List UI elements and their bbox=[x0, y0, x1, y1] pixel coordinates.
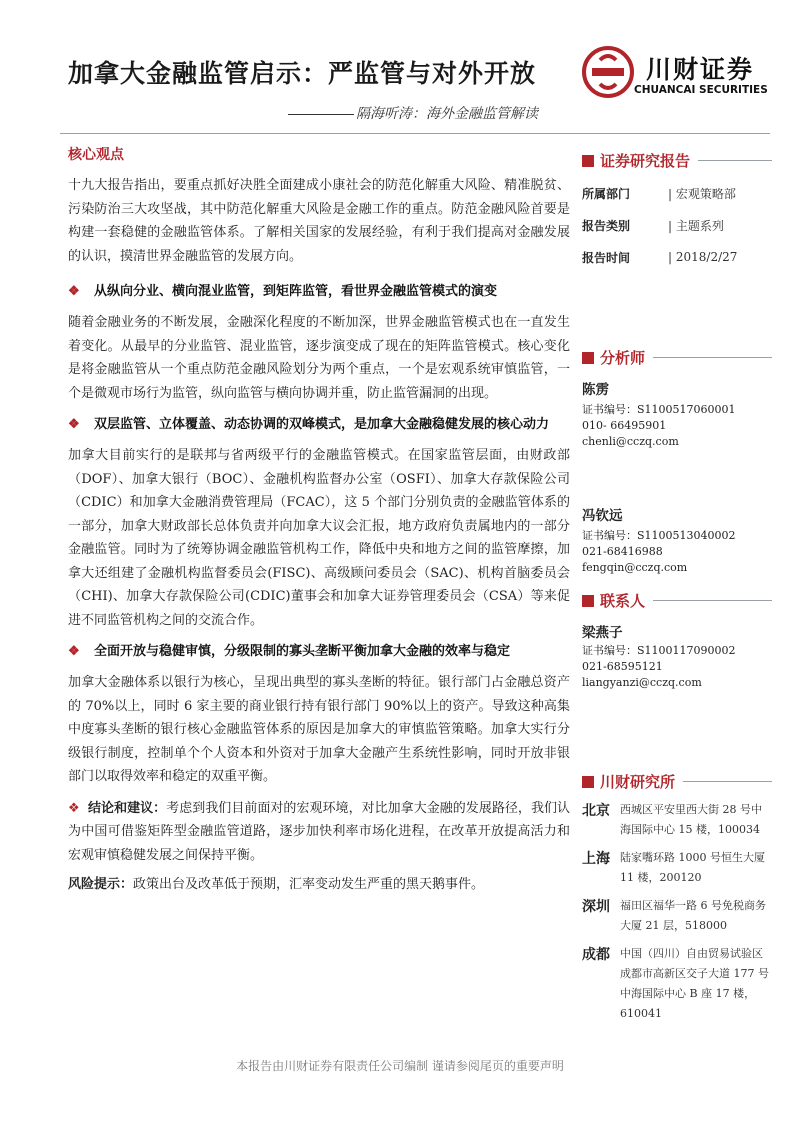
meta-key: 所属部门 bbox=[582, 186, 631, 201]
meta-key: 报告类别 bbox=[582, 218, 631, 233]
logo-english-name: CHUANCAI SECURITIES bbox=[634, 84, 768, 96]
contact-name: 梁燕子 bbox=[582, 625, 623, 641]
office-item bbox=[582, 800, 772, 840]
office-address: 中国（四川）自由贸易试验区成都市高新区交子大道 177 号中海国际中心 B 座 17 楼，610041 bbox=[620, 947, 769, 1020]
header-divider bbox=[60, 133, 770, 134]
institute-heading: 川财研究所 bbox=[582, 771, 772, 792]
contact-email[interactable]: liangyanzi@cczq.com bbox=[582, 676, 702, 689]
meta-value: | 2018/2/27 bbox=[668, 250, 738, 264]
analyst-email[interactable]: chenli@cczq.com bbox=[582, 435, 679, 448]
report-subtitle bbox=[288, 103, 538, 123]
diamond-bullet-icon: ❖ bbox=[68, 284, 80, 299]
office-city: 成都 bbox=[582, 947, 610, 963]
section-heading-3 bbox=[68, 640, 570, 663]
meta-row bbox=[582, 209, 772, 241]
contact-heading: 联系人 bbox=[582, 590, 772, 611]
analyst-cert: 证书编号：S1100517060001 bbox=[582, 403, 736, 416]
risk-warning bbox=[68, 873, 570, 897]
main-content bbox=[68, 144, 570, 897]
diamond-bullet-icon: ❖ bbox=[68, 644, 80, 659]
analyst-phone: 010- 66495901 bbox=[582, 419, 667, 432]
meta-row bbox=[582, 241, 772, 273]
red-square-icon bbox=[582, 155, 594, 167]
office-address: 陆家嘴环路 1000 号恒生大厦 11 楼，200120 bbox=[620, 851, 765, 884]
company-logo bbox=[582, 44, 772, 100]
office-item bbox=[582, 896, 772, 936]
risk-label: 风险提示： bbox=[68, 877, 134, 892]
section-heading-2 bbox=[68, 413, 570, 436]
analyst-card bbox=[582, 378, 772, 450]
logo-chinese-name: 川财证券 bbox=[646, 55, 755, 84]
logo-mark-icon bbox=[582, 46, 634, 98]
office-item bbox=[582, 848, 772, 888]
office-item bbox=[582, 944, 772, 1024]
analyst-name: 冯钦远 bbox=[582, 508, 623, 524]
contact-cert: 证书编号：S1100117090002 bbox=[582, 644, 736, 657]
red-square-icon bbox=[582, 776, 594, 788]
report-type-heading: 证券研究报告 bbox=[582, 150, 772, 171]
analyst-name: 陈雳 bbox=[582, 382, 609, 398]
office-address: 福田区福华一路 6 号免税商务大厦 21 层，518000 bbox=[620, 899, 766, 932]
contact-card bbox=[582, 621, 772, 691]
analyst-phone: 021-68416988 bbox=[582, 545, 663, 558]
analyst-cert: 证书编号：S1100513040002 bbox=[582, 529, 736, 542]
analyst-heading: 分析师 bbox=[582, 347, 772, 368]
diamond-bullet-icon: ❖ bbox=[68, 417, 80, 432]
core-viewpoint-label: 核心观点 bbox=[68, 147, 124, 163]
section-body-3: 加拿大金融体系以银行为核心，呈现出典型的寡头垄断的特征。银行部门占金融总资产的 70%以上，同时 6 家主要的商业银行持有银行部门 90%以上的资产。导致这种高集中度寡头垄断的银行核心金融监管体系的原因是加拿大的审慎监管策略。加拿大实行分级银行制度，控制单个个人资本和外资对于加拿大金融产生系统性影响，同时开放非银部门以取得效率和稳定的双重平衡。 bbox=[68, 675, 570, 784]
contact-phone: 021-68595121 bbox=[582, 660, 663, 673]
meta-row bbox=[582, 177, 772, 209]
sidebar bbox=[582, 150, 772, 1024]
section-heading-text: 从纵向分业、横向混业监管，到矩阵监管，看世界金融监管模式的演变 bbox=[94, 284, 498, 299]
page-footer: 本报告由川财证券有限责任公司编制 谨请参阅尾页的重要声明 bbox=[236, 1059, 564, 1073]
red-square-icon bbox=[582, 352, 594, 364]
report-title: 加拿大金融监管启示：严监管与对外开放 bbox=[68, 59, 537, 88]
office-list bbox=[582, 800, 772, 1024]
red-square-icon bbox=[582, 595, 594, 607]
conclusion-text: 考虑到我们目前面对的宏观环境，对比加拿大金融的发展路径，我们认为中国可借鉴矩阵型金融监管道路，逐步加快利率市场化进程，在改革开放提高活力和宏观审慎稳健发展之间保持平衡。 bbox=[68, 800, 570, 863]
office-city: 北京 bbox=[582, 803, 610, 819]
analyst-card bbox=[582, 504, 772, 576]
section-heading-text: 双层监管、立体覆盖、动态协调的双峰模式，是加拿大金融稳健发展的核心动力 bbox=[94, 417, 550, 432]
conclusion-paragraph bbox=[68, 797, 570, 868]
meta-value: | 主题系列 bbox=[668, 218, 724, 233]
office-address: 西城区平安里西大街 28 号中海国际中心 15 楼，100034 bbox=[620, 803, 762, 836]
meta-value: | 宏观策略部 bbox=[668, 186, 736, 201]
report-meta bbox=[582, 177, 772, 273]
section-body-1: 随着金融业务的不断发展，金融深化程度的不断加深，世界金融监管模式也在一直发生着变化。从最早的分业监管、混业监管，逐步演变成了现在的矩阵监管模式。核心变化是将金融监管从一个重点防范金融风险划分为两个重点，一个是宏观系统审慎监管，一个是微观市场行为监管，纵向监管与横向协调并重，防止监管漏洞的出现。 bbox=[68, 315, 570, 401]
section-body-2: 加拿大目前实行的是联邦与省两级平行的金融监管模式。在国家监管层面，由财政部（DOF）、加拿大银行（BOC）、金融机构监督办公室（OSFI）、加拿大存款保险公司（CDIC）和加拿大金融消费管理局（FCAC），这 5 个部门分别负责的金融监管体系的一部分，加拿大财政部长总体负责并向加拿大议会汇报，地方政府负责属地内的一部分金融监管。同时为了统筹协调金融监管机构工作，降低中央和地方之间的监管摩擦，加拿大还组建了金融机构监督委员会(FISC)、高级顾问委员会（SAC)、机构首脑委员会（CHI)、加拿大存款保险公司(CDIC)董事会和加拿大证券管理委员会（CSA）等来促进不同监管机构之间的交流合作。 bbox=[68, 448, 570, 628]
office-city: 上海 bbox=[582, 851, 610, 867]
meta-key: 报告时间 bbox=[582, 250, 631, 265]
office-city: 深圳 bbox=[582, 899, 610, 915]
section-heading-1 bbox=[68, 280, 570, 303]
intro-paragraph: 十九大报告指出，要重点抓好决胜全面建成小康社会的防范化解重大风险、精准脱贫、污染防治三大攻坚战，其中防范化解重大风险是金融工作的重点。防范金融风险首要是构建一套稳健的金融监管体系。了解相关国家的发展经验，有利于我们提高对金融发展的认识，摸清世界金融监管的发展方向。 bbox=[68, 178, 570, 264]
analyst-email[interactable]: fengqin@cczq.com bbox=[582, 561, 688, 574]
subtitle-text: 隔海听涛：海外金融监管解读 bbox=[356, 106, 538, 122]
diamond-bullet-icon: ❖ bbox=[68, 800, 80, 816]
conclusion-label: 结论和建议： bbox=[88, 800, 167, 816]
section-heading-text: 全面开放与稳健审慎，分级限制的寡头垄断平衡加拿大金融的效率与稳定 bbox=[94, 644, 511, 659]
risk-text: 政策出台及改革低于预期，汇率变动发生严重的黑天鹅事件。 bbox=[133, 877, 485, 892]
